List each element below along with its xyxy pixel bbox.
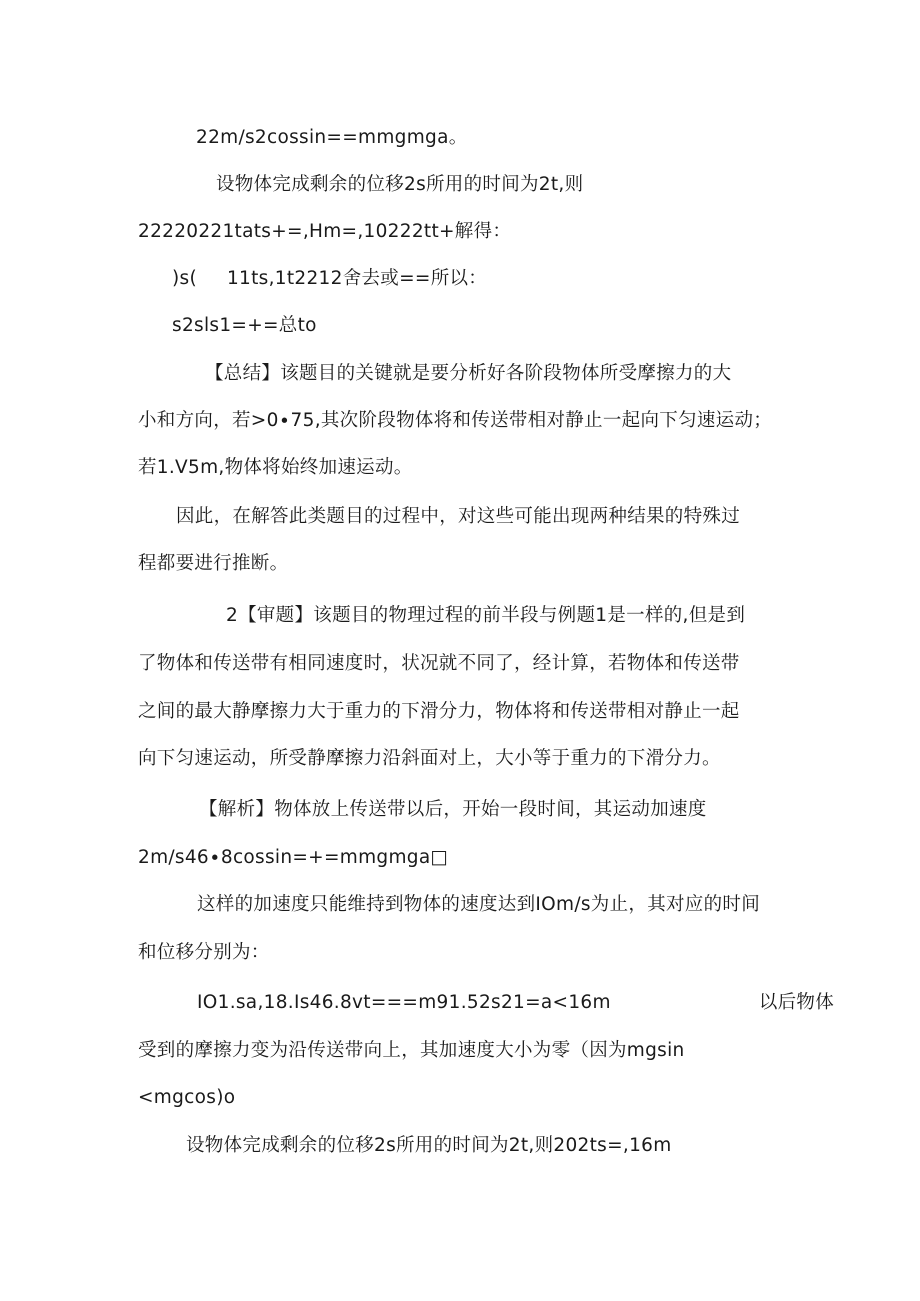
text-line-2: 设物体完成剩余的位移2s所用的时间为2t,则 bbox=[216, 174, 584, 195]
text-line-21: <mgcos)o bbox=[138, 1087, 236, 1108]
text-line-16: 2m∕s46∙8cossin=+=mmgmga□ bbox=[138, 847, 449, 868]
text-line-4 bbox=[172, 266, 487, 292]
text-line-17: 这样的加速度只能维持到物体的速度达到IOm/s为止，其对应的时间 bbox=[197, 894, 761, 915]
text-line-19 bbox=[197, 990, 834, 1016]
text-line-1: 22m∕s2cossin==mmgmga。 bbox=[196, 127, 468, 148]
text-line-6: 【总结】该题目的关键就是要分析好各阶段物体所受摩擦力的大 bbox=[205, 363, 732, 384]
text-line-5: s2sls1=+=总to bbox=[172, 315, 317, 336]
text-line-19-text: 以后物体 bbox=[758, 992, 835, 1013]
text-line-3: 22220221tats+=,Hm=,10222tt+解得： bbox=[138, 221, 512, 242]
text-line-15: 【解析】物体放上传送带以后，开始一段时间，其运动加速度 bbox=[199, 799, 707, 820]
text-line-18: 和位移分别为： bbox=[138, 942, 270, 963]
text-line-8: 若1.V5m,物体将始终加速运动。 bbox=[138, 457, 413, 478]
text-line-11: 2【审题】该题目的物理过程的前半段与例题1是一样的,但是到 bbox=[226, 605, 746, 626]
text-line-22: 设物体完成剩余的位移2s所用的时间为2t,则202ts=,16m bbox=[186, 1135, 672, 1156]
text-line-9: 因此，在解答此类题目的过程中，对这些可能出现两种结果的特殊过 bbox=[176, 506, 741, 527]
text-line-7: 小和方向，若>0∙75,其次阶段物体将和传送带相对静止一起向下匀速运动； bbox=[138, 410, 773, 431]
text-line-19-formula: IO1.sa,18.Is46.8vt===m91.52s21=a<16m bbox=[197, 992, 611, 1013]
text-line-10: 程都要进行推断。 bbox=[138, 553, 289, 574]
text-line-13: 之间的最大静摩擦力大于重力的下滑分力，物体将和传送带相对静止一起 bbox=[138, 701, 740, 722]
text-line-14: 向下匀速运动，所受静摩擦力沿斜面对上，大小等于重力的下滑分力。 bbox=[138, 748, 721, 769]
text-line-20: 受到的摩擦力变为沿传送带向上，其加速度大小为零（因为mgsin bbox=[138, 1040, 685, 1061]
text-line-4-part-a: )s( bbox=[172, 268, 197, 289]
text-line-4-part-b: 11ts,1t2212舍去或==所以： bbox=[226, 268, 488, 289]
text-line-12: 了物体和传送带有相同速度时，状况就不同了，经计算，若物体和传送带 bbox=[138, 653, 740, 674]
